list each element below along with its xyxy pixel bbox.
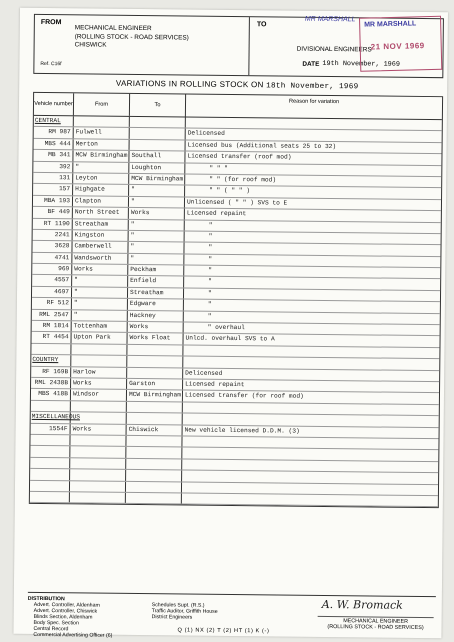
from-cell bbox=[74, 116, 130, 127]
from-cell: Kingston bbox=[73, 230, 129, 241]
to-cell: Works bbox=[128, 322, 184, 333]
from-cell: " bbox=[72, 287, 128, 298]
reason-cell: New vehicle licensed D.D.M. (3) bbox=[184, 426, 300, 435]
from-cell: Clapton bbox=[73, 196, 129, 207]
vehicle-number-cell: RF 512 bbox=[32, 298, 72, 309]
vehicle-number-cell bbox=[30, 480, 70, 491]
to-cell bbox=[126, 470, 182, 481]
from-line: (ROLLING STOCK - ROAD SERVICES) bbox=[74, 32, 189, 42]
vehicle-number-cell: MB 341 bbox=[33, 150, 73, 161]
signer-title-line: MECHANICAL ENGINEER bbox=[343, 618, 409, 625]
memo-footer bbox=[27, 592, 435, 637]
signer-title-line: (ROLLING STOCK - ROAD SERVICES) bbox=[327, 624, 424, 632]
from-cell: Wandsworth bbox=[72, 253, 128, 264]
vehicle-number-cell: MBS 444 bbox=[34, 139, 74, 150]
reason-cell: Unlcd. overhaul SVS to A bbox=[185, 334, 275, 343]
from-cell: Harlow bbox=[71, 367, 127, 378]
reason-cell: " bbox=[207, 312, 212, 320]
to-recipient: DIVISIONAL ENGINEERS bbox=[296, 45, 372, 54]
from-cell bbox=[70, 481, 126, 492]
to-cell: Garston bbox=[127, 379, 183, 390]
from-cell bbox=[71, 401, 127, 412]
header-divider bbox=[248, 17, 250, 75]
col-reason: Reason for variation bbox=[288, 98, 340, 106]
from-cell: Merton bbox=[74, 139, 130, 150]
from-cell bbox=[71, 356, 127, 367]
vehicle-number-cell: BF 449 bbox=[33, 207, 73, 218]
from-cell: " bbox=[73, 162, 129, 173]
vehicle-number-cell bbox=[30, 435, 70, 446]
signature: A. W. Bromack bbox=[321, 597, 403, 612]
reason-cell: " bbox=[207, 289, 212, 297]
vehicle-number-cell: RT 4454 bbox=[32, 332, 72, 343]
from-cell: Leyton bbox=[73, 173, 129, 184]
reason-cell bbox=[182, 493, 438, 506]
to-cell bbox=[127, 356, 183, 367]
to-cell bbox=[130, 128, 186, 139]
col-vehicle-number: Vehicle number bbox=[34, 93, 74, 115]
to-cell: Works Float bbox=[127, 333, 183, 344]
distribution-list bbox=[33, 602, 112, 639]
from-cell: " bbox=[72, 299, 128, 310]
vehicle-number-cell: 2241 bbox=[33, 230, 73, 241]
date-label: DATE bbox=[302, 60, 320, 68]
from-cell: " bbox=[72, 310, 128, 321]
vehicle-number-cell: RML 2547 bbox=[32, 310, 72, 321]
from-cell: Windsor bbox=[71, 390, 127, 401]
reason-cell: Licensed repaint bbox=[185, 380, 245, 389]
vehicle-number-cell: COUNTRY bbox=[31, 355, 71, 366]
to-cell bbox=[127, 413, 183, 424]
vehicle-number-cell bbox=[30, 469, 70, 480]
to-cell: Enfield bbox=[128, 276, 184, 287]
to-cell bbox=[126, 459, 182, 470]
title-date: 18th November, 1969 bbox=[266, 82, 359, 92]
vehicle-number-cell: RF 169B bbox=[31, 366, 71, 377]
to-cell: " bbox=[128, 254, 184, 265]
to-cell bbox=[126, 481, 182, 492]
vehicle-number-cell: MBA 193 bbox=[33, 196, 73, 207]
vehicle-number-cell: 1554F bbox=[31, 423, 71, 434]
to-cell: MCW Birmingham bbox=[129, 174, 185, 185]
from-cell bbox=[71, 412, 127, 423]
from-cell: North Street bbox=[73, 207, 129, 218]
from-cell: Works bbox=[71, 424, 127, 435]
reason-cell: " " (for roof mod) bbox=[209, 175, 277, 184]
date-value: 19th November, 1969 bbox=[322, 59, 400, 69]
reason-cell: Licensed repaint bbox=[186, 209, 247, 218]
vehicle-number-cell: 3628 bbox=[32, 241, 72, 252]
to-cell: " bbox=[129, 231, 185, 242]
vehicle-number-cell: RML 2438B bbox=[31, 378, 71, 389]
variations-table bbox=[29, 92, 443, 509]
vehicle-number-cell: 969 bbox=[32, 264, 72, 275]
vehicle-number-cell bbox=[30, 492, 70, 503]
handwritten-note: MR MARSHALL bbox=[304, 15, 356, 24]
reason-cell: Unlicensed ( " " ) SVS to E bbox=[186, 198, 288, 207]
vehicle-number-cell: MISCELLANEOUS bbox=[31, 412, 71, 423]
reason-cell: " overhaul bbox=[207, 323, 245, 332]
distribution-item: Schedules Supt. (R.S.) bbox=[151, 602, 205, 609]
to-cell bbox=[127, 367, 183, 378]
from-cell: Works bbox=[71, 378, 127, 389]
reason-cell: " bbox=[208, 244, 213, 252]
from-label: FROM bbox=[40, 18, 62, 27]
reason-cell: Delicensed bbox=[185, 369, 223, 377]
to-cell: " bbox=[129, 185, 185, 196]
vehicle-number-cell bbox=[30, 458, 70, 469]
from-line: CHISWICK bbox=[74, 41, 107, 49]
to-cell bbox=[126, 447, 182, 458]
from-cell bbox=[70, 435, 126, 446]
vehicle-number-cell: 4697 bbox=[32, 287, 72, 298]
to-cell: Southall bbox=[129, 151, 185, 162]
vehicle-number-cell: MBS 418B bbox=[31, 389, 71, 400]
distribution-middle bbox=[152, 602, 218, 621]
from-cell bbox=[70, 469, 126, 480]
to-cell bbox=[126, 436, 182, 447]
distribution-item: Advert. Controller, Chiswick bbox=[33, 607, 98, 615]
from-cell bbox=[70, 492, 126, 503]
reason-cell: Licensed transfer (for roof mod) bbox=[184, 391, 304, 401]
reason-cell: " bbox=[208, 278, 212, 286]
to-cell: Streatham bbox=[128, 288, 184, 299]
to-cell: Edgware bbox=[128, 299, 184, 310]
vehicle-number-cell: RM 1814 bbox=[32, 321, 72, 332]
to-cell: Peckham bbox=[128, 265, 184, 276]
vehicle-number-cell: 392 bbox=[33, 161, 73, 172]
distribution-item: District Engineers bbox=[151, 614, 193, 621]
from-cell: Highgate bbox=[73, 185, 129, 196]
reason-cell: Licensed bus (Additional seats 25 to 32) bbox=[187, 141, 337, 150]
reason-cell: " " ( " " ) bbox=[209, 187, 251, 195]
to-cell bbox=[130, 140, 186, 151]
to-cell: Hackney bbox=[128, 311, 184, 322]
distribution-item: Advert. Controller, Aldenham bbox=[33, 601, 100, 609]
reason-cell: Licensed transfer (roof mod) bbox=[187, 152, 292, 161]
distribution-label: DISTRIBUTION bbox=[27, 595, 65, 603]
from-address bbox=[75, 24, 189, 51]
distribution-item: Central Record bbox=[33, 625, 69, 633]
vehicle-number-cell bbox=[31, 401, 71, 412]
vehicle-number-cell: 4741 bbox=[32, 253, 72, 264]
vehicle-number-cell bbox=[30, 446, 70, 457]
distribution-item: Body Spec. Section bbox=[33, 619, 79, 627]
from-cell: Upton Park bbox=[72, 333, 128, 344]
to-cell: Chiswick bbox=[127, 424, 183, 435]
document-page bbox=[13, 8, 448, 638]
vehicle-number-cell: CENTRAL bbox=[34, 116, 74, 127]
from-cell: Streatham bbox=[73, 219, 129, 230]
col-from: From bbox=[74, 93, 130, 116]
reason-cell: " bbox=[208, 221, 213, 229]
to-cell bbox=[127, 402, 183, 413]
vehicle-number-cell: 157 bbox=[33, 184, 73, 195]
table-body bbox=[30, 116, 442, 508]
to-cell: " bbox=[129, 197, 185, 208]
from-cell bbox=[71, 344, 127, 355]
from-cell: MCW Birmingham bbox=[73, 150, 129, 161]
title-text: VARIATIONS IN ROLLING STOCK ON bbox=[115, 78, 264, 90]
vehicle-number-cell bbox=[31, 344, 71, 355]
signer-title bbox=[318, 618, 434, 631]
distribution-item: Commercial Advertising Officer (6) bbox=[33, 631, 113, 639]
to-cell: MCW Birmingham bbox=[127, 390, 183, 401]
to-cell bbox=[130, 117, 186, 128]
from-cell: Works bbox=[72, 264, 128, 275]
vehicle-number-cell: 131 bbox=[33, 173, 73, 184]
from-cell: Fulwell bbox=[74, 128, 130, 139]
vehicle-number-cell: RT 1190 bbox=[33, 218, 73, 229]
col-to: To bbox=[130, 94, 186, 117]
from-cell: Camberwell bbox=[72, 242, 128, 253]
from-cell: " bbox=[72, 276, 128, 287]
to-cell: Works bbox=[129, 208, 185, 219]
vehicle-number-cell: 4557 bbox=[32, 275, 72, 286]
reason-cell: " bbox=[208, 255, 213, 263]
stamp-date: 21 NOV 1969 bbox=[370, 41, 425, 52]
from-cell: Tottenham bbox=[72, 321, 128, 332]
to-label: TO bbox=[256, 21, 267, 29]
from-cell bbox=[70, 447, 126, 458]
to-cell bbox=[127, 345, 183, 356]
reason-cell: " bbox=[208, 232, 213, 240]
stamp-name: MR MARSHALL bbox=[364, 20, 417, 29]
to-cell bbox=[126, 493, 182, 504]
reason-cell: Delicensed bbox=[187, 129, 225, 138]
reference-code: Ref. C16f bbox=[40, 60, 62, 68]
document-title bbox=[33, 78, 441, 92]
distribution-item: Traffic Auditor, Griffith House bbox=[151, 608, 218, 615]
received-stamp bbox=[359, 16, 442, 72]
vehicle-number-cell: RM 987 bbox=[34, 127, 74, 138]
from-cell bbox=[70, 458, 126, 469]
reason-cell: " " " bbox=[209, 164, 228, 172]
from-line: MECHANICAL ENGINEER bbox=[74, 24, 152, 33]
reason-cell: " bbox=[207, 300, 212, 309]
distribution-codes: Q (1) NX (2) T (2) HT (1) K (-) bbox=[177, 627, 270, 635]
to-cell: Loughton bbox=[129, 162, 185, 173]
to-cell: " bbox=[128, 242, 184, 253]
to-cell: " bbox=[129, 219, 185, 230]
reason-cell: " bbox=[208, 266, 213, 274]
distribution-item: Blinds Section, Aldenham bbox=[33, 613, 93, 621]
